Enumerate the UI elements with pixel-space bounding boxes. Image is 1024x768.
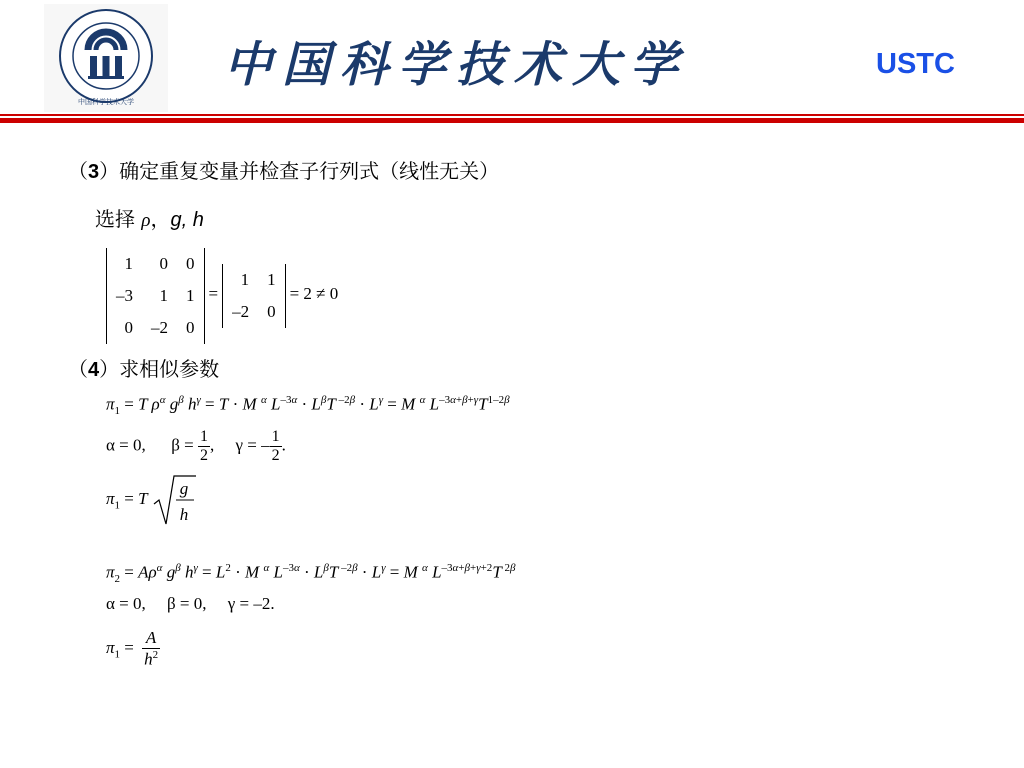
det3-cell: 1 — [177, 280, 204, 312]
pi1-beta: β = — [171, 435, 198, 455]
pi1-dimension-equation: $\pi_1 = T$ $\rho^\alpha$ $g^\beta$ $h^\gamma = T \cdot M$ $^\alpha$ $L^{-3\alpha} \cdot L^\beta T$ $^{-2\beta} \cdot L^\gamma = M$ $^\alpha$ $L^{-3\alpha+\beta+\gamma}T^{1-2\beta}$ — [106, 394, 510, 418]
half-num: 1 — [200, 428, 208, 445]
pi1-gamma: γ = – — [235, 435, 270, 455]
university-logo — [44, 4, 168, 112]
half-den: 2 — [200, 447, 208, 464]
section-4-title: 求相似参数 — [119, 357, 220, 381]
pi1-alpha: α = 0, — [106, 435, 146, 455]
university-name-cn: 中国科学技术大学 — [224, 37, 689, 93]
section-4-heading: （4）求相似参数 — [68, 357, 220, 381]
pi2-solution: α = 0, β = 0, γ = –2. — [106, 594, 275, 613]
pi1-result: $\pi_1 = T$ g h — [106, 474, 196, 526]
header-divider-thick — [0, 118, 1024, 123]
university-abbr: USTC — [876, 48, 955, 80]
pi1-solution: α = 0, β = $\frac{1}{2}$ , γ = – $\frac{1}{2}$ . — [106, 428, 286, 464]
select-label: 选择 — [95, 207, 135, 231]
header-divider-thin — [0, 114, 1024, 116]
det3-cell: 0 — [177, 248, 204, 280]
det3-cell: 1 — [159, 286, 168, 305]
svg-text:g: g — [179, 479, 189, 498]
section-3-heading: （3）确定重复变量并检查子行列式（线性无关） — [68, 159, 500, 183]
half-den: 2 — [271, 447, 280, 464]
select-vars: g, h — [170, 209, 204, 231]
pi2-result: $\pi_1$ = $\frac{A}{h^2}$ — [106, 628, 159, 669]
det3-cell: 0 — [107, 312, 143, 344]
section-3-title: 确定重复变量并检查子行列式（线性无关） — [119, 159, 500, 183]
det3-cell: –3 — [107, 280, 143, 312]
select-variables: 选择 ρ，g, h — [95, 207, 204, 231]
section-3-number: 3 — [88, 161, 100, 183]
svg-text:h: h — [179, 505, 189, 524]
det-result: = 2 ≠ 0 — [289, 284, 339, 303]
det3-cell: 0 — [159, 254, 168, 273]
det3-cell: 0 — [177, 312, 204, 344]
sqrt-g-over-h — [152, 474, 196, 526]
half-num: 1 — [271, 428, 280, 445]
select-rho: ρ — [141, 210, 151, 231]
section-4-number: 4 — [88, 359, 100, 381]
logo-bottom-text: 中国科学技术大学 — [78, 98, 134, 106]
slide-header — [0, 0, 1024, 112]
det2-cell: –2 — [223, 296, 259, 328]
determinant-equation: 1 0 0 –3 1 1 0 –2 0 = 1 1 –2 0 = 2 ≠ 0 — [106, 248, 338, 344]
det3-cell: 1 — [107, 248, 143, 280]
det2-cell: 1 — [258, 264, 285, 296]
det3-cell: –2 — [151, 318, 168, 337]
pi2-dimension-equation: $\pi_2 = A\rho^\alpha$ $g^\beta$ $h^\gamma = L^2 \cdot M$ $^\alpha$ $L^{-3\alpha} \cdot L^\beta T$ $^{-2\beta} \cdot L^\gamma = M$ $^\alpha$ $L^{-3\alpha+\beta+\gamma+2}T$ $^{2\beta}$ — [106, 562, 516, 586]
det2-cell: 1 — [223, 264, 259, 296]
det2-cell: 0 — [258, 296, 285, 328]
